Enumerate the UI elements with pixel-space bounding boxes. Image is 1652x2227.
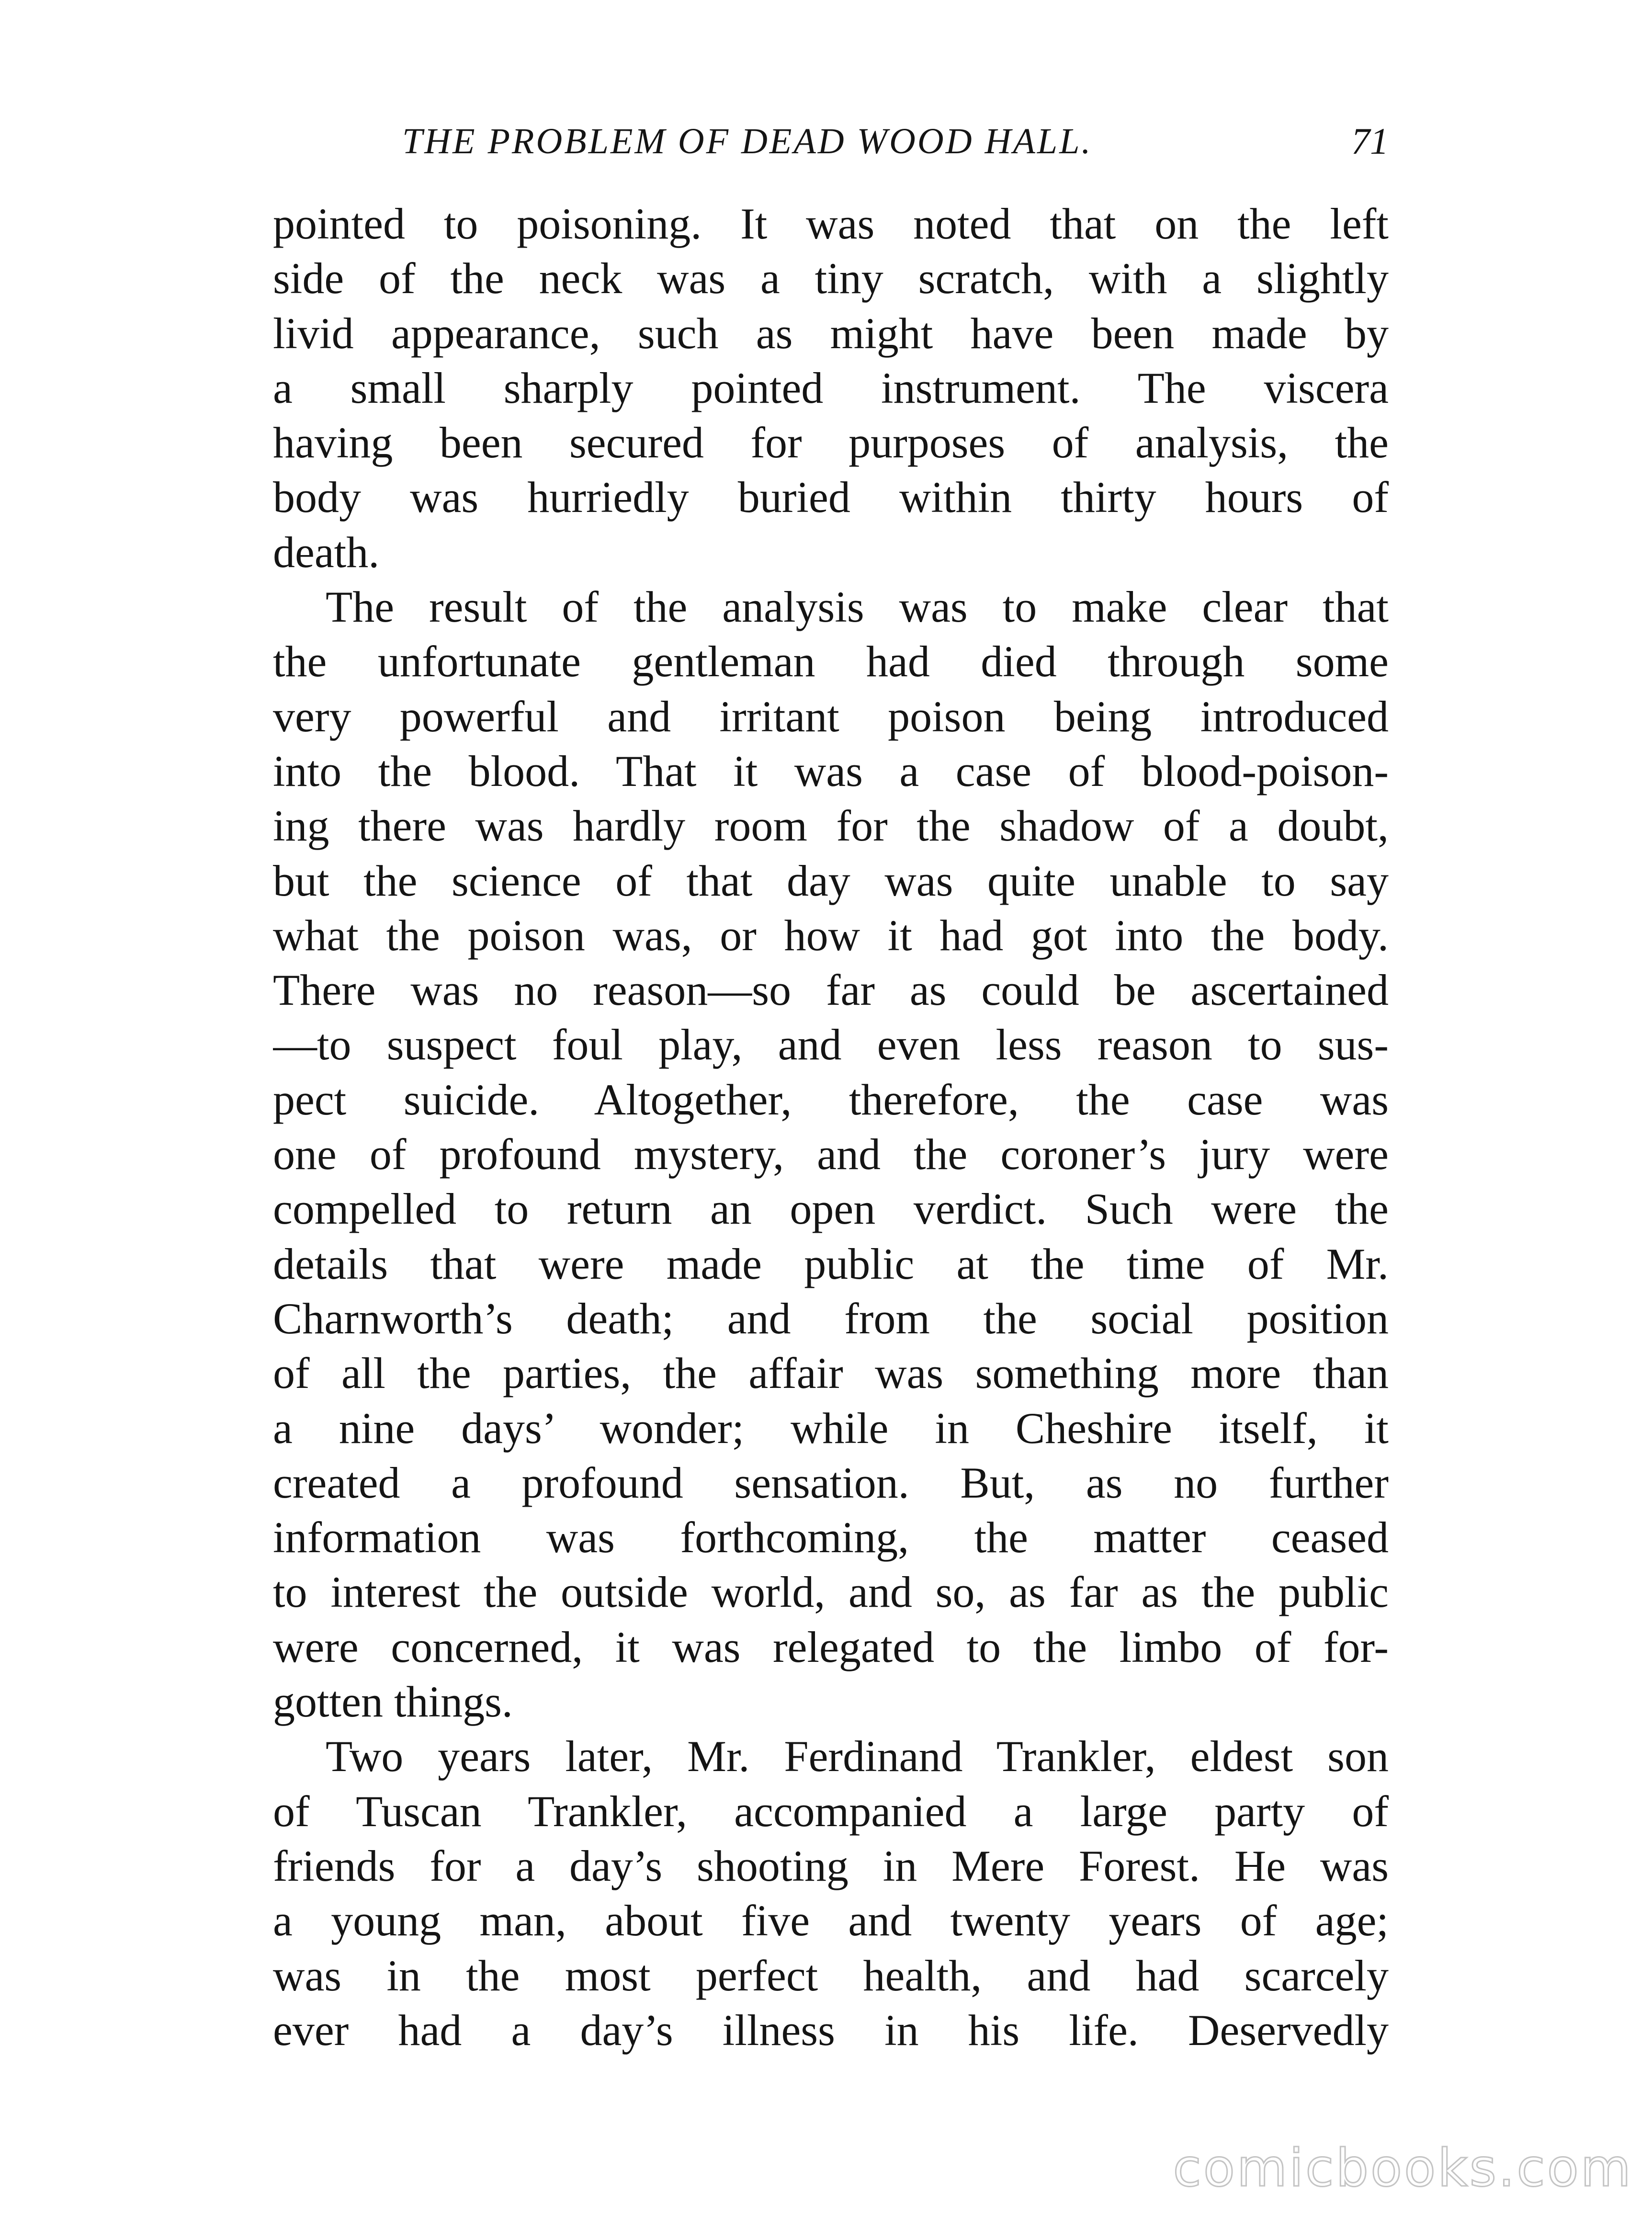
text-line: body was hurriedly buried within thirty hours of	[273, 473, 1389, 522]
text-line: a small sharply pointed instrument. The viscera	[273, 363, 1389, 412]
text-line: one of profound mystery, and the coroner’s jury were	[273, 1130, 1389, 1179]
text-line: a young man, about five and twenty years of age;	[273, 1896, 1389, 1945]
text-line: livid appearance, such as might have been made by	[273, 308, 1389, 358]
text-line: but the science of that day was quite unable to say	[273, 856, 1389, 905]
text-line: There was no reason—so far as could be ascertained	[273, 966, 1389, 1015]
text-line: death.	[273, 527, 380, 577]
text-line: pointed to poisoning. It was noted that on the left	[273, 199, 1389, 248]
text-line: very powerful and irritant poison being introduced	[273, 692, 1389, 741]
text-line: pect suicide. Altogether, therefore, the case was	[273, 1075, 1389, 1124]
text-line: details that were made public at the time of Mr.	[273, 1239, 1389, 1288]
watermark: comicbooks.com	[1173, 2138, 1633, 2198]
running-title: THE PROBLEM OF DEAD WOOD HALL.	[402, 121, 1093, 161]
body-text	[273, 196, 1389, 2057]
text-line: information was forthcoming, the matter ceased	[273, 1513, 1389, 1562]
text-line: gotten things.	[273, 1677, 513, 1727]
paragraph	[273, 1729, 1389, 2057]
text-line: The result of the analysis was to make clear that	[326, 582, 1389, 632]
text-line: the unfortunate gentleman had died through some	[273, 637, 1389, 686]
text-line: friends for a day’s shooting in Mere Forest. He was	[273, 1841, 1389, 1890]
paragraph	[273, 579, 1389, 1729]
text-line: created a profound sensation. But, as no further	[273, 1458, 1389, 1507]
text-line: what the poison was, or how it had got into the body.	[273, 910, 1389, 960]
running-head	[273, 115, 1389, 168]
text-line: was in the most perfect health, and had scarcely	[273, 1951, 1389, 2000]
text-line: Charnworth’s death; and from the social position	[273, 1294, 1389, 1343]
page-number: 71	[1351, 120, 1389, 162]
text-line: a nine days’ wonder; while in Cheshire itself, it	[273, 1403, 1389, 1453]
text-line: side of the neck was a tiny scratch, with a slightly	[273, 254, 1389, 303]
text-line: to interest the outside world, and so, as far as the public	[273, 1568, 1389, 1617]
text-line: of Tuscan Trankler, accompanied a large party of	[273, 1786, 1389, 1836]
text-line: compelled to return an open verdict. Such were the	[273, 1184, 1389, 1234]
text-line: ing there was hardly room for the shadow of a doubt,	[273, 801, 1389, 851]
text-line: Two years later, Mr. Ferdinand Trankler, eldest son	[326, 1732, 1389, 1781]
text-line: —to suspect foul play, and even less reason to sus-	[273, 1020, 1389, 1069]
text-line: into the blood. That it was a case of blood-poison-	[273, 746, 1389, 795]
text-line: were concerned, it was relegated to the limbo of for-	[273, 1622, 1389, 1671]
text-line: of all the parties, the affair was something more than	[273, 1349, 1389, 1398]
text-line: ever had a day’s illness in his life. Deservedly	[273, 2005, 1389, 2055]
paragraph	[273, 196, 1389, 579]
text-line: having been secured for purposes of analysis, the	[273, 418, 1389, 467]
